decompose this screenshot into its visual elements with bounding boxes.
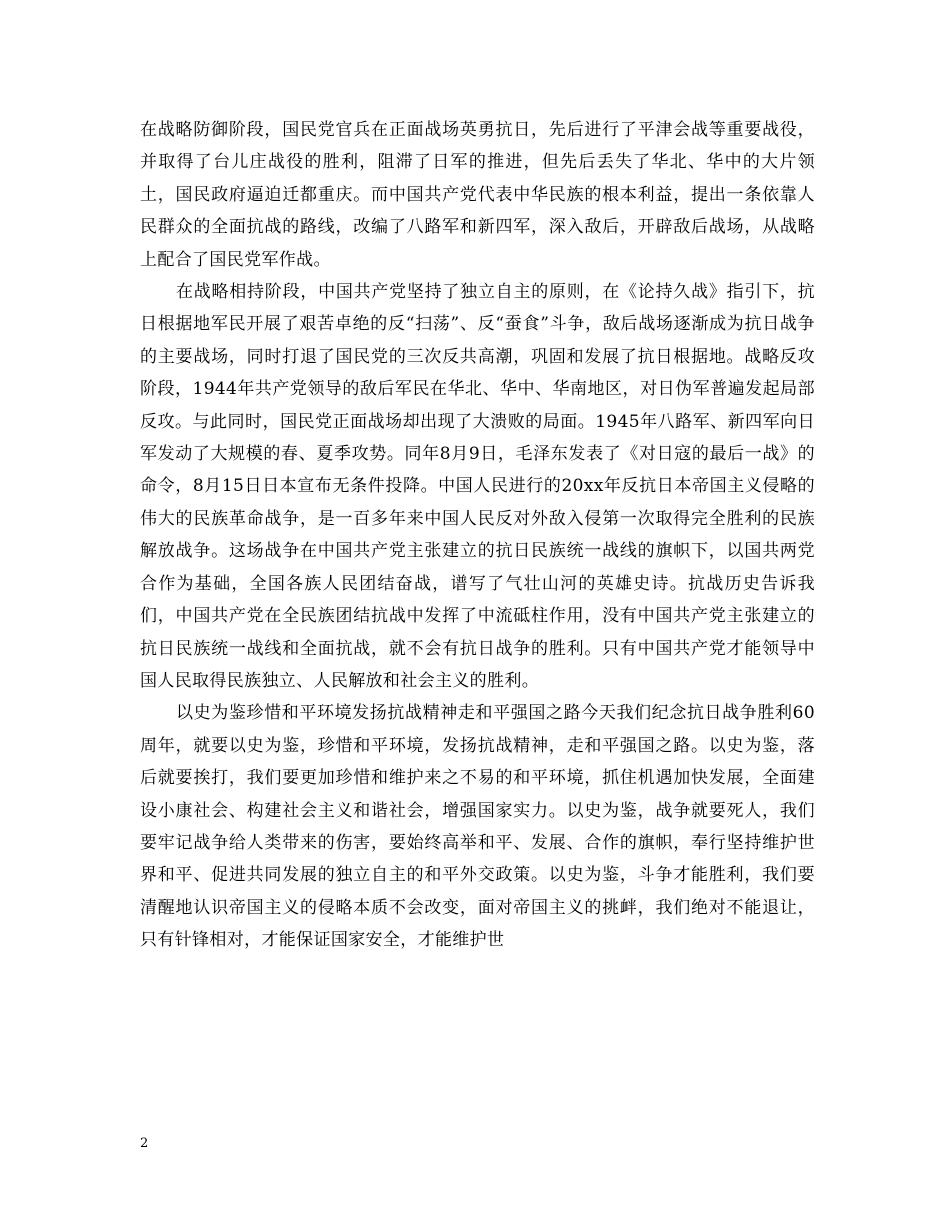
paragraph-strategic-stalemate: 在战略相持阶段，中国共产党坚持了独立自主的原则，在《论持久战》指引下，抗日根据地军民开展了艰苦卓绝的反“扫荡”、反“蚕食”斗争，敌后战场逐渐成为抗日战争的主要战场，同时打退了国民党的三次反共高潮，巩固和发展了抗日根据地。战略反攻阶段，1944年共产党领导的敌后军民在华北、华中、华南地区，对日伪军普遍发起局部反攻。与此同时，国民党正面战场却出现了大溃败的局面。1945年八路军、新四军向日军发动了大规模的春、夏季攻势。同年8月9日，毛泽东发表了《对日寇的最后一战》的命令，8月15日日本宣布无条件投降。中国人民进行的20xx年反抗日本帝国主义侵略的伟大的民族革命战争，是一百多年来中国人民反对外敌入侵第一次取得完全胜利的民族解放战争。这场战争在中国共产党主张建立的抗日民族统一战线的旗帜下，以国共两党合作为基础，全国各族人民团结奋战，谱写了气壮山河的英雄史诗。抗战历史告诉我们，中国共产党在全民族团结抗战中发挥了中流砥柱作用，没有中国共产党主张建立的抗日民族统一战线和全面抗战，就不会有抗日战争的胜利。只有中国共产党才能领导中国人民取得民族独立、人民解放和社会主义的胜利。 bbox=[140, 282, 815, 691]
paragraph-learn-from-history: 以史为鉴珍惜和平环境发扬抗战精神走和平强国之路今天我们纪念抗日战争胜利60周年，就要以史为鉴，珍惜和平环境，发扬抗战精神，走和平强国之路。以史为鉴，落后就要挨打，我们要更加珍惜和维护来之不易的和平环境，抓住机遇加快发展，全面建设小康社会、构建社会主义和谐社会，增强国家实力。以史为鉴，战争就要死人，我们要牢记战争给人类带来的伤害，要始终高举和平、发展、合作的旗帜，奉行坚持维护世界和平、促进共同发展的独立自主的和平外交政策。以史为鉴，斗争才能胜利，我们要清醒地认识帝国主义的侵略本质不会改变，面对帝国主义的挑衅，我们绝对不能退让，只有针锋相对，才能保证国家安全，才能维护世 bbox=[140, 703, 815, 951]
page-number: 2 bbox=[140, 1136, 149, 1151]
paragraph-strategic-defense: 在战略防御阶段，国民党官兵在正面战场英勇抗日，先后进行了平津会战等重要战役，并取得了台儿庄战役的胜利，阻滞了日军的推进，但先后丢失了华北、华中的大片领土，国民政府逼迫迁都重庆。而中国共产党代表中华民族的根本利益，提出一条依靠人民群众的全面抗战的路线，改编了八路军和新四军，深入敌后，开辟敌后战场，从战略上配合了国民党军作战。 bbox=[140, 120, 815, 270]
body-text bbox=[140, 114, 815, 957]
